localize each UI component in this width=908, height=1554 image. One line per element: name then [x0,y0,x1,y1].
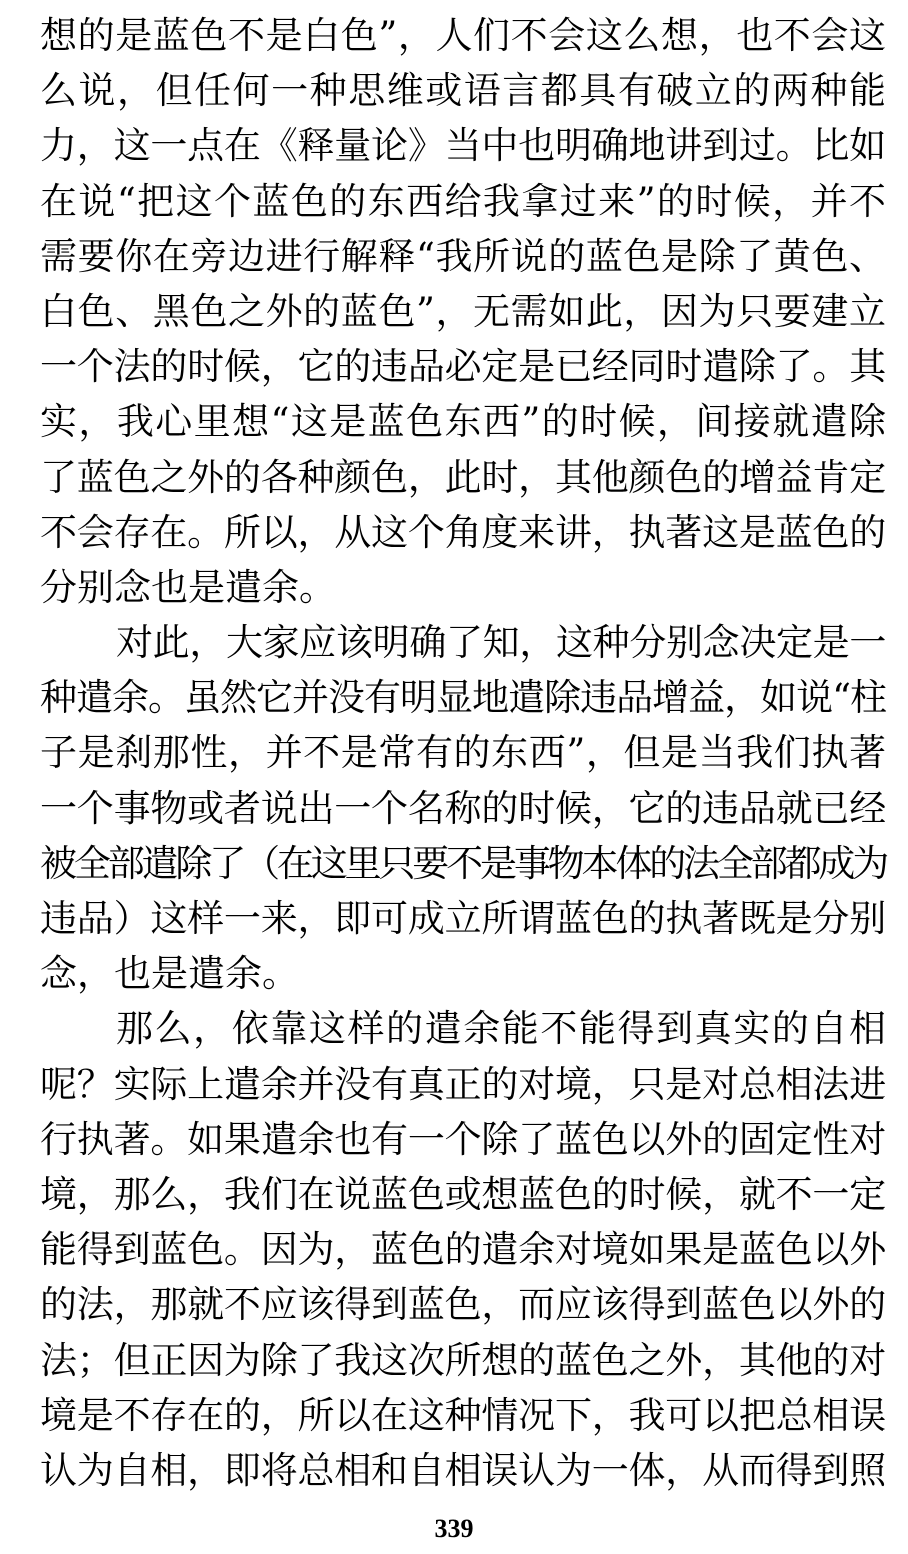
text-line: 不会存在。所以，从这个角度来讲，执著这是蓝色的 [40,510,886,554]
text-line: 种遣余。虽然它并没有明显地遣除违品增益，如说“柱 [40,676,886,720]
paragraph [40,8,886,615]
text-line: 了蓝色之外的各种颜色，此时，其他颜色的增益肯定 [40,455,886,499]
text-line: 力，这一点在《释量论》当中也明确地讲到过。比如 [40,124,886,168]
text-line: 被全部遣除了（在这里只要不是事物本体的法全部都成为 [40,841,886,885]
text-line: 对此，大家应该明确了知，这种分别念决定是一 [116,621,886,665]
text-line: 的法，那就不应该得到蓝色，而应该得到蓝色以外的 [40,1283,886,1327]
text-line: 呢？实际上遣余并没有真正的对境，只是对总相法进 [40,1062,886,1106]
text-line: 想的是蓝色不是白色”，人们不会这么想，也不会这 [40,14,886,57]
text-line: 实，我心里想“这是蓝色东西”的时候，间接就遣除 [40,400,886,444]
text-line: 能得到蓝色。因为，蓝色的遣余对境如果是蓝色以外 [40,1228,886,1272]
text-line: 需要你在旁边进行解释“我所说的蓝色是除了黄色、 [40,234,886,278]
text-line: 认为自相，即将总相和自相误认为一体，从而得到照 [40,1448,886,1492]
text-line: 境是不存在的，所以在这种情况下，我可以把总相误 [40,1393,886,1437]
text-line: 行执著。如果遣余也有一个除了蓝色以外的固定性对 [40,1117,886,1161]
text-line: 那么，依靠这样的遣余能不能得到真实的自相 [116,1007,886,1051]
text-line: 法；但正因为除了我这次所想的蓝色之外，其他的对 [40,1338,886,1382]
text-line: 白色、黑色之外的蓝色”，无需如此，因为只要建立 [40,289,886,333]
text-line: 境，那么，我们在说蓝色或想蓝色的时候，就不一定 [40,1172,886,1216]
text-line: 子是刹那性，并不是常有的东西”，但是当我们执著 [40,731,886,775]
text-line: 违品）这样一来，即可成立所谓蓝色的执著既是分别 [40,897,886,940]
paragraph [40,1001,886,1498]
text-line: 分别念也是遣余。 [40,565,336,609]
text-line: 念，也是遣余。 [40,952,299,996]
text-line: 一个法的时候，它的违品必定是已经同时遣除了。其 [40,345,886,389]
text-line: 在说“把这个蓝色的东西给我拿过来”的时候，并不 [40,179,886,223]
text-line: 么说，但任何一种思维或语言都具有破立的两种能 [40,69,886,113]
page-number: 339 [434,1514,474,1543]
paragraph [40,615,886,1001]
text-line: 一个事物或者说出一个名称的时候，它的违品就已经 [40,786,886,830]
text-body [40,8,886,1498]
